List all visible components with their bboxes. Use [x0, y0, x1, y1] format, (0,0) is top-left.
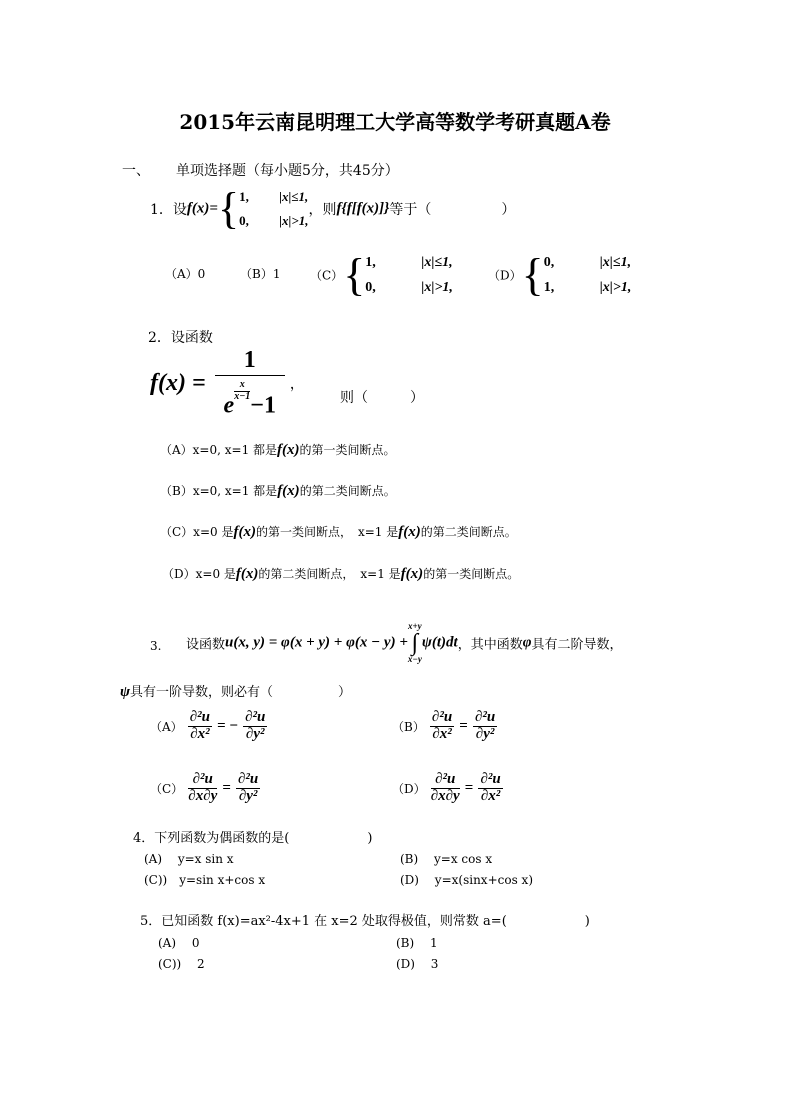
q2-denom-tail: −1: [250, 392, 276, 419]
q4-option-c: (C)) y=sin x+cos x: [144, 873, 266, 887]
q3-option-d: [392, 772, 503, 805]
q5-option-b: (B) 1: [396, 936, 438, 950]
q1-option-b: （B）1: [240, 267, 281, 281]
q1-c-v1: 1,: [365, 255, 376, 270]
q2-then: 则（ ）: [340, 390, 424, 406]
q1-case2-value: 0,: [239, 213, 249, 228]
q2-b-f: f(x): [277, 483, 300, 499]
q2-denom-base: e: [223, 392, 235, 419]
q1-case2-cond: |x|>1,: [279, 213, 309, 228]
q2-formula: [150, 348, 304, 428]
q2-c-tail: 的第二类间断点。: [420, 525, 517, 539]
q3-psi: ψ: [120, 684, 131, 700]
q3-b-op: =: [459, 717, 468, 734]
q2-c-mid: 的第一类间断点， x=1 是: [255, 525, 399, 539]
q3-b-d1: ∂x²: [432, 725, 452, 742]
q3-d-d2: ∂x²: [480, 787, 501, 804]
q4-option-b: (B) y=x cos x: [400, 852, 493, 866]
q3-integrand: ψ(t)dt: [421, 634, 458, 651]
q1-d-v1: 0,: [543, 255, 555, 270]
q3-int-lower: x−y: [407, 654, 422, 664]
q2-c-f2: f(x): [398, 524, 421, 540]
q3-d-label: （D）: [392, 781, 426, 796]
q1-d-c1: |x|≤1,: [599, 255, 632, 270]
q1-option-c: [310, 250, 453, 298]
q3-line2-text: 具有一阶导数，则必有（ ）: [130, 685, 352, 700]
q1-case1-value: 1,: [239, 189, 249, 204]
q1-c-c1: |x|≤1,: [421, 255, 453, 270]
section-heading: 单项选择题（每小题5分，共45分）: [176, 163, 399, 179]
q2-option-d: [162, 565, 519, 583]
section-number: 一、: [122, 163, 150, 179]
q1-expr: f{f[f(x)]}: [336, 200, 390, 217]
q3-b-n1: ∂²u: [431, 709, 453, 725]
q3-expr: u(x, y) = φ(x + y) + φ(x − y) +: [225, 634, 408, 651]
q3-d-op: =: [464, 779, 474, 796]
q1-c-c2: |x|>1,: [421, 280, 453, 295]
q2-numerator: 1: [215, 348, 285, 376]
q1-option-c-label: （C）: [310, 268, 344, 283]
q4-stem: 4．下列函数为偶函数的是( ): [133, 831, 373, 846]
q2-option-c: [160, 523, 517, 541]
q3-d-n1: ∂²u: [431, 772, 460, 789]
q3-option-a: [150, 710, 267, 743]
q3-a-op: = −: [217, 717, 238, 734]
q2-d-mid: 的第二类间断点， x=1 是: [258, 567, 401, 581]
q3-c-op: =: [222, 779, 231, 796]
q2-comma: ，: [289, 376, 304, 393]
q3-c-n2: ∂²u: [238, 771, 259, 787]
q3-int-upper: x+y: [408, 621, 422, 631]
q2-c-f: f(x): [233, 524, 256, 540]
q3-c-n1: ∂²u: [188, 772, 217, 789]
q1-mid: ，则: [308, 202, 337, 218]
q3-a-d2: ∂y²: [245, 725, 265, 742]
q3-d-d1: ∂x∂y: [430, 787, 460, 804]
q3-a-n1: ∂²u: [189, 709, 211, 725]
q2-prefix: 2．设函数: [148, 330, 213, 346]
q1-option-d: [488, 250, 631, 298]
q2-exponent: [234, 380, 250, 402]
q2-lhs: f(x) =: [150, 369, 206, 396]
q2-d-tail: 的第一类间断点。: [423, 567, 520, 581]
q3-c-label: （C）: [150, 781, 184, 796]
page-title: 2015年云南昆明理工大学高等数学考研真题A卷: [179, 110, 611, 134]
q1-suffix: 等于（ ）: [389, 202, 516, 218]
q2-exp-num: x: [234, 380, 250, 392]
q3-suffix: ，其中函数: [457, 637, 523, 653]
q3-a-n2: ∂²u: [245, 709, 266, 725]
q5-stem: 5．已知函数 f(x)=ax²-4x+1 在 x=2 处取得极值，则常数 a=( ): [140, 914, 590, 929]
q1-d-c2: |x|>1,: [599, 280, 632, 295]
q2-b-tail: 的第二类间断点。: [299, 484, 396, 498]
q3-integral-sign: ∫: [411, 630, 419, 656]
q1-case1-cond: |x|≤1,: [279, 189, 309, 204]
question-1: [150, 185, 515, 235]
q1-option-d-brace: {: [521, 249, 544, 300]
q1-option-c-brace: {: [343, 249, 366, 300]
q3-d-n2: ∂²u: [480, 771, 501, 787]
q3-option-c: [150, 772, 260, 805]
q2-c-label: （C）x=0 是: [160, 525, 234, 539]
q1-func: f(x)=: [186, 200, 218, 217]
q2-b-label: （B）x=0, x=1 都是: [160, 484, 278, 498]
q2-d-f2: f(x): [400, 566, 424, 582]
q3-c-d1: ∂x∂y: [188, 787, 218, 804]
q4-option-a: (A) y=x sin x: [144, 852, 234, 866]
q3-suffix2: 具有二阶导数，: [531, 637, 623, 653]
q2-d-label: （D）x=0 是: [162, 567, 236, 581]
q3-line2: [120, 681, 351, 701]
q3-option-b: [392, 710, 497, 743]
q1-brace: {: [217, 184, 240, 233]
q2-a-tail: 的第一类间断点。: [299, 443, 396, 457]
q2-a-label: （A）x=0, x=1 都是: [160, 443, 278, 457]
q1-option-d-label: （D）: [488, 268, 522, 283]
q2-a-f: f(x): [277, 442, 300, 458]
q1-cases: [239, 185, 308, 233]
q5-option-c: (C)) 2: [158, 957, 205, 971]
q2-option-a: [160, 441, 396, 459]
q1-d-v2: 1,: [543, 280, 555, 295]
q1-option-a: （A）0: [165, 267, 206, 281]
q5-option-d: (D) 3: [396, 957, 439, 971]
q2-exp-den: x−1: [234, 390, 251, 402]
q1-c-v2: 0,: [365, 280, 376, 295]
q3-phi: φ: [522, 634, 532, 651]
q2-option-b: [160, 482, 396, 500]
q2-fraction: [215, 348, 285, 419]
q3-integral: [408, 622, 422, 664]
q3-a-d1: ∂x²: [190, 725, 210, 742]
q3-number: 3.: [150, 639, 162, 653]
q5-option-a: (A) 0: [158, 936, 200, 950]
q3-b-label: （B）: [392, 719, 425, 734]
q3-b-n2: ∂²u: [474, 709, 496, 725]
q3-prefix: 设函数: [186, 637, 226, 653]
q3-a-label: （A）: [150, 719, 183, 734]
q3-b-d2: ∂y²: [475, 725, 495, 742]
q2-denominator: [215, 376, 285, 419]
q2-d-f: f(x): [235, 566, 259, 582]
q3-c-d2: ∂y²: [238, 787, 258, 804]
q1-prefix: 1．设: [150, 202, 187, 218]
q3-stem: [186, 622, 623, 672]
q4-option-d: (D) y=x(sinx+cos x): [400, 873, 533, 887]
